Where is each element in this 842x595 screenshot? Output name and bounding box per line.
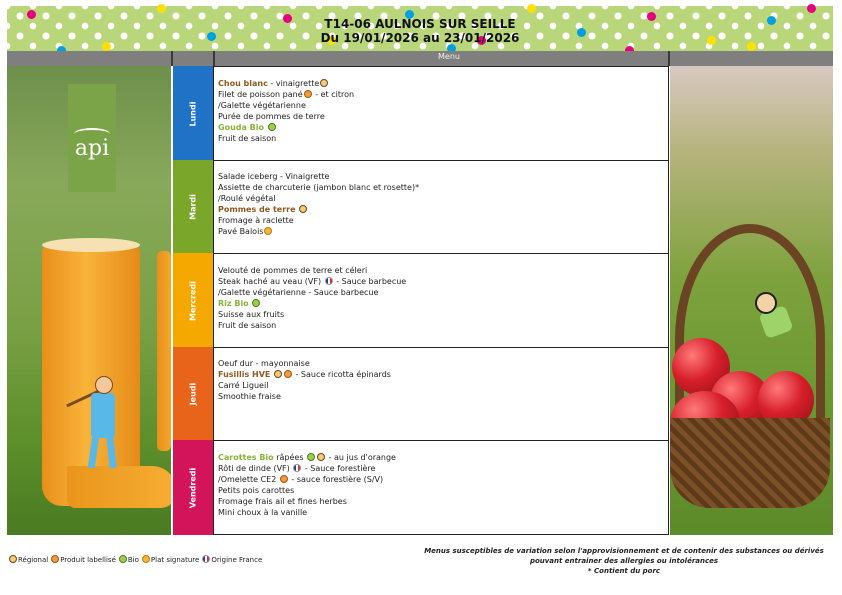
labelled-product-icon: [284, 370, 292, 378]
bio-icon: [268, 123, 276, 131]
menu-line: [218, 320, 668, 331]
highlighted-dish: Riz Bio: [218, 299, 249, 308]
legend-item: [50, 556, 116, 564]
basket-illustration: [670, 418, 830, 508]
menu-line: [218, 193, 668, 204]
dish-text: Salade iceberg - Vinaigrette: [218, 172, 330, 181]
decorative-dot: [527, 4, 536, 13]
legend-label: Plat signature: [150, 556, 200, 564]
legend-item: [118, 556, 139, 564]
menu-line: [218, 182, 668, 193]
dish-text: - Sauce barbecue: [333, 277, 407, 286]
dish-text: - Sauce forestière: [302, 464, 376, 473]
dish-text: Velouté de pommes de terre et céleri: [218, 266, 368, 275]
day-label-cell: [173, 347, 213, 441]
menu-line: [218, 204, 668, 215]
decorative-dot: [157, 4, 166, 13]
dish-text: - et citron: [312, 90, 355, 99]
disclaimer: [420, 546, 828, 576]
dish-text: Assiette de charcuterie (jambon blanc et rosette)*: [218, 183, 420, 192]
menu-line: [218, 100, 668, 111]
menu-line: [218, 122, 668, 133]
menu-cell: [213, 160, 669, 254]
menu-line: [218, 369, 668, 380]
header-banner: [7, 6, 833, 51]
api-logo: [68, 84, 116, 192]
france-origin-icon: [325, 277, 333, 285]
dish-text: Filet de poisson pané: [218, 90, 303, 99]
dish-text: Smoothie fraise: [218, 392, 281, 401]
child-illustration: [755, 292, 777, 314]
france-origin-icon: [293, 464, 301, 472]
menu-line: [218, 391, 668, 402]
legend-item: [8, 556, 48, 564]
dish-text: Fromage frais ail et fines herbes: [218, 497, 347, 506]
menu-line: [218, 309, 668, 320]
legend-label: Origine France: [211, 556, 263, 564]
menu-line: [218, 463, 668, 474]
menu-bar-divider: [213, 51, 215, 66]
bio-icon: [119, 555, 127, 563]
day-name: Vendredi: [188, 467, 198, 508]
menu-cell: [213, 253, 669, 348]
day-name: Jeudi: [188, 382, 198, 406]
logo-text: api: [74, 136, 110, 161]
menu-header-bar: [7, 51, 833, 66]
disclaimer-line: Menus susceptibles de variation selon l'approvisionnement et de contenir des substances ou dérivés: [424, 547, 824, 555]
day-label-cell: [173, 253, 213, 348]
page-title: T14-06 AULNOIS SUR SEILLE: [324, 17, 516, 31]
gardener-illustration: [91, 393, 115, 438]
menu-cell: [213, 347, 669, 441]
legend-item: [201, 556, 262, 564]
dish-text: Fromage à raclette: [218, 216, 294, 225]
right-decorative-photo: [670, 66, 833, 535]
day-label-cell: [173, 440, 213, 535]
menu-line: [218, 171, 668, 182]
menu-line: [218, 485, 668, 496]
menu-cell: [213, 440, 669, 535]
boot-illustration: [67, 466, 171, 508]
menu-line: [218, 111, 668, 122]
dish-text: Carré Ligueil: [218, 381, 269, 390]
highlighted-dish: Carottes Bio: [218, 453, 274, 462]
menu-line: [218, 287, 668, 298]
menu-line: [218, 507, 668, 518]
dish-text: - Sauce ricotta épinards: [292, 370, 391, 379]
dish-text: Purée de pommes de terre: [218, 112, 325, 121]
dish-text: Steak haché au veau (VF): [218, 277, 324, 286]
menu-line: [218, 78, 668, 89]
highlighted-dish: Fusillis HVE: [218, 370, 271, 379]
menu-line: [218, 276, 668, 287]
dish-text: Oeuf dur - mayonnaise: [218, 359, 310, 368]
dish-text: Fruit de saison: [218, 134, 277, 143]
dish-text: Fruit de saison: [218, 321, 277, 330]
dish-text: /Galette végétarienne: [218, 101, 306, 110]
menu-line: [218, 265, 668, 276]
dish-text: Pavé Balois: [218, 227, 264, 236]
dish-text: [270, 370, 273, 379]
signature-dish-icon: [142, 555, 150, 563]
day-label-cell: [173, 160, 213, 254]
regional-icon: [317, 453, 325, 461]
regional-icon: [274, 370, 282, 378]
labelled-product-icon: [304, 90, 312, 98]
dish-text: - vinaigrette: [267, 79, 320, 88]
legend-label: Régional: [18, 556, 49, 564]
bio-icon: [307, 453, 315, 461]
gardener-illustration: [95, 376, 113, 394]
dish-text: [249, 299, 252, 308]
bio-icon: [252, 299, 260, 307]
dish-text: /Galette végétarienne - Sauce barbecue: [218, 288, 379, 297]
menu-column-header: Menu: [438, 52, 460, 61]
disclaimer-line: * Contient du porc: [587, 567, 661, 575]
menu-line: [218, 474, 668, 485]
menu-line: [218, 358, 668, 369]
dish-text: [296, 205, 299, 214]
disclaimer-line: pouvant entrainer des allergies ou intolérances: [529, 557, 719, 565]
highlighted-dish: Gouda Bio: [218, 123, 265, 132]
day-name: Mardi: [188, 194, 198, 220]
highlighted-dish: Chou blanc: [218, 79, 268, 88]
menu-line: [218, 496, 668, 507]
dish-text: - sauce forestière (S/V): [288, 475, 384, 484]
dish-text: [264, 123, 267, 132]
dish-text: Suisse aux fruits: [218, 310, 285, 319]
labelled-product-icon: [51, 555, 59, 563]
menu-line: [218, 89, 668, 100]
legend-label: Produit labellisé: [60, 556, 116, 564]
day-label-cell: [173, 66, 213, 161]
dish-text: Petits pois carottes: [218, 486, 295, 495]
menu-cell: [213, 66, 669, 161]
dish-text: /Omelette CE2: [218, 475, 279, 484]
regional-icon: [320, 79, 328, 87]
labelled-product-icon: [280, 475, 288, 483]
menu-line: [218, 226, 668, 237]
signature-dish-icon: [264, 227, 272, 235]
dish-text: râpées: [273, 453, 307, 462]
dish-text: Rôti de dinde (VF): [218, 464, 293, 473]
legend-label: Bio: [127, 556, 139, 564]
left-decorative-photo: [7, 66, 171, 535]
boot-illustration: [157, 251, 171, 451]
day-name: Mercredi: [188, 280, 198, 321]
menu-line: [218, 298, 668, 309]
menu-line: [218, 452, 668, 463]
day-name: Lundi: [188, 101, 198, 126]
dish-text: /Roulé végétal: [218, 194, 276, 203]
date-range: Du 19/01/2026 au 23/01/2026: [320, 31, 520, 45]
legend-item: [141, 556, 199, 564]
menu-line: [218, 380, 668, 391]
legend: [8, 555, 264, 564]
decorative-dot: [807, 4, 816, 13]
dish-text: Mini choux à la vanille: [218, 508, 308, 517]
regional-icon: [299, 205, 307, 213]
menu-line: [218, 215, 668, 226]
highlighted-dish: Pommes de terre: [218, 205, 296, 214]
regional-icon: [9, 555, 17, 563]
france-origin-icon: [202, 555, 210, 563]
menu-bar-divider: [171, 51, 173, 66]
dish-text: - au jus d'orange: [326, 453, 396, 462]
boot-illustration: [42, 238, 140, 252]
menu-line: [218, 133, 668, 144]
